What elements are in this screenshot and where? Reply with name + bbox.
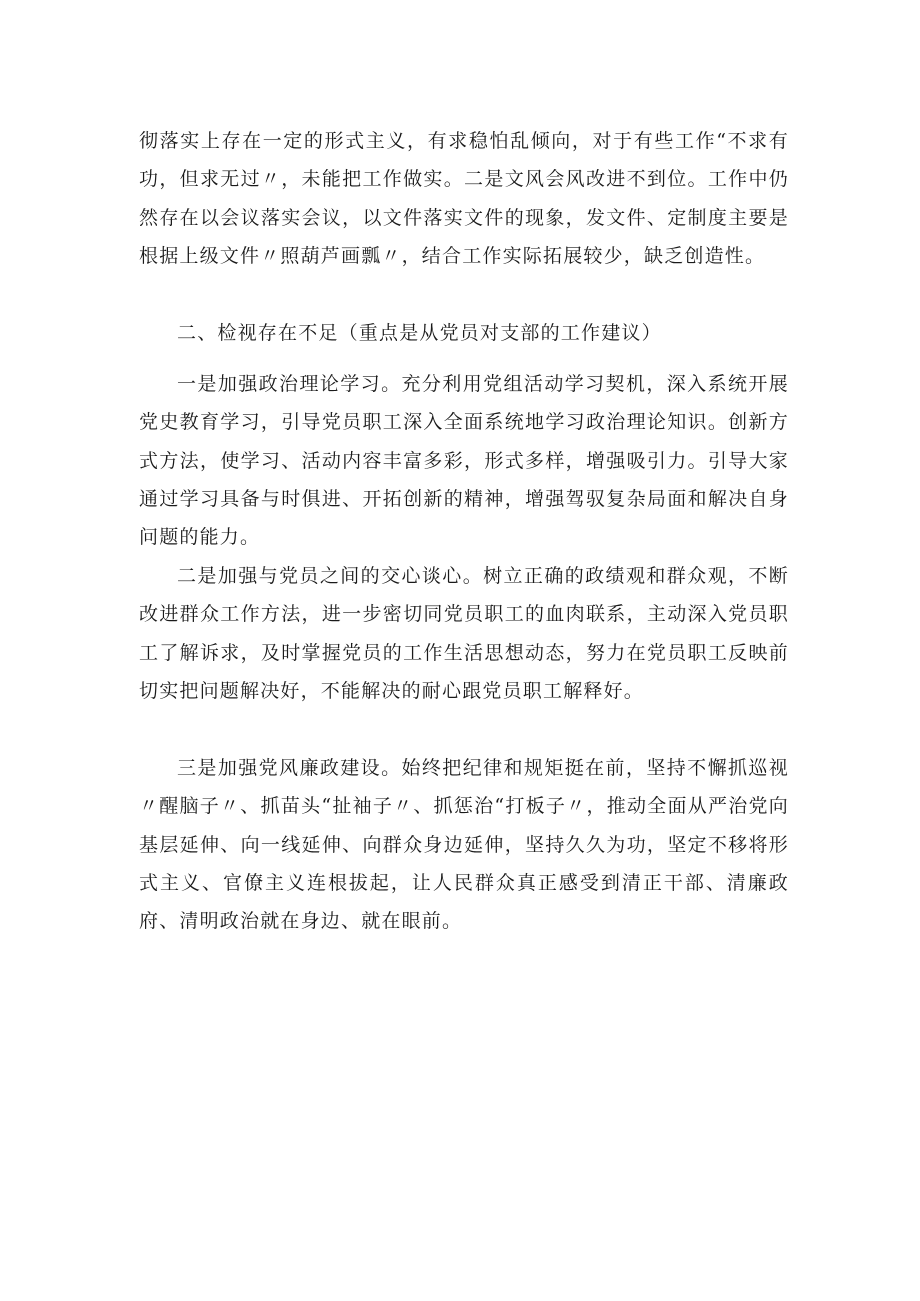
- paragraph-heart-to-heart: 二是加强与党员之间的交心谈心。树立正确的政绩观和群众观，不断改进群众工作方法，进一步密切同党员职工的血肉联系，主动深入党员职工了解诉求，及时掌握党员的工作生活思想动态，努力在党员职工反映前切实把问题解决好，不能解决的耐心跟党员职工解释好。: [139, 565, 789, 702]
- paragraph-political-study: 一是加强政治理论学习。充分利用党组活动学习契机，深入系统开展党史教育学习，引导党员职工深入全面系统地学习政治理论知识。创新方式方法，使学习、活动内容丰富多彩，形式多样，增强吸引力。引导大家通过学习具备与时俱进、开拓创新的精神，增强驾驭复杂局面和解决自身问题的能力。: [139, 373, 789, 549]
- paragraph-continuation: 彻落实上存在一定的形式主义，有求稳怕乱倾向，对于有些工作“不求有功，但求无过〃，未能把工作做实。二是文风会风改进不到位。工作中仍然存在以会议落实会议，以文件落实文件的现象，发文件、定制度主要是根据上级文件〃照葫芦画瓢〃，结合工作实际拓展较少，缺乏创造性。: [139, 130, 789, 267]
- section-heading: 二、检视存在不足（重点是从党员对支部的工作建议）: [177, 322, 662, 344]
- paragraph-integrity-building: 三是加强党风廉政建设。始终把纪律和规矩挺在前，坚持不懈抓巡视〃醒脑子〃、抓苗头“扯袖子〃、抓惩治“打板子〃，推动全面从严治党向基层延伸、向一线延伸、向群众身边延伸，坚持久久为功，坚定不移将形式主义、官僚主义连根拔起，让人民群众真正感受到清正干部、清廉政府、清明政治就在身边、就在眼前。: [139, 757, 789, 933]
